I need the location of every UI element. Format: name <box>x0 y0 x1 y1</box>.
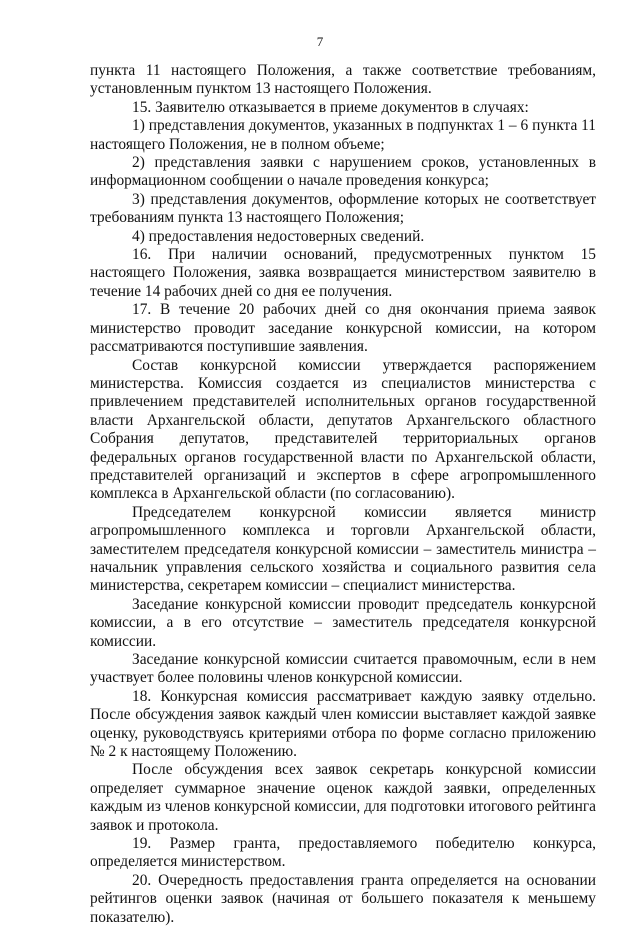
paragraph-subitem-1: 1) представления документов, указанных в подпунктах 1 – 6 пункта 11 настоящего Положения, не в полном объеме; <box>90 117 596 153</box>
paragraph-item-17: 17. В течение 20 рабочих дней со дня окончания приема заявок министерство проводит заседание конкурсной комиссии, на котором рассматриваются поступившие заявления. <box>90 301 596 356</box>
paragraph-item-18: 18. Конкурсная комиссия рассматривает каждую заявку отдельно. После обсуждения заявок каждый член комиссии выставляет каждой заявке оценку, руководствуясь критериями отбора по форме согласно приложению № 2 к настоящему Положению. <box>90 687 596 761</box>
paragraph-item-19: 19. Размер гранта, предоставляемого победителю конкурса, определяется министерством. <box>90 835 596 871</box>
paragraph-subitem-3: 3) представления документов, оформление которых не соответствует требованиям пункта 13 настоящего Положения; <box>90 190 596 227</box>
paragraph-item-20: 20. Очередность предоставления гранта определяется на основании рейтингов оценки заявок (начиная от большего показателя к меньшему показателю). <box>90 871 596 926</box>
paragraph-rating: После обсуждения всех заявок секретарь конкурсной комиссии определяет суммарное значение оценок каждой заявки, определенных каждым из членов конкурсной комиссии, для подготовки итогового рейтинга заявок и протокола. <box>90 761 596 834</box>
paragraph-commission-chair: Председателем конкурсной комиссии является министр агропромышленного комплекса и торговли Архангельской области, заместителем председателя конкурсной комиссии – заместитель министра – начальник управления сельского хозяйства и социального развития села министерства, секретарем комиссии – специалист министерства. <box>90 503 596 595</box>
document-body <box>90 62 596 927</box>
paragraph-subitem-2: 2) представления заявки с нарушением сроков, установленных в информационном сообщении о начале проведения конкурса; <box>90 154 596 190</box>
page-number: 7 <box>316 34 324 49</box>
paragraph-continuation: пункта 11 настоящего Положения, а также соответствие требованиям, установленным пунктом 13 настоящего Положения. <box>90 62 596 98</box>
paragraph-meeting-chair: Заседание конкурсной комиссии проводит председатель конкурсной комиссии, а в его отсутствие – заместитель председателя конкурсной комиссии. <box>90 595 596 650</box>
paragraph-commission-composition: Состав конкурсной комиссии утверждается распоряжением министерства. Комиссия создается из специалистов министерства с привлечением представителей исполнительных органов государственной власти Архангельской области, депутатов Архангельского областного Собрания депутатов, представителей территориальных органов федеральных органов государственной власти по Архангельской области, представителей организаций и экспертов в сфере агропромышленного комплекса в Архангельской области (по согласованию). <box>90 356 596 503</box>
paragraph-item-16: 16. При наличии оснований, предусмотренных пунктом 15 настоящего Положения, заявка возвращается министерством заявителю в течение 14 рабочих дней со дня ее получения. <box>90 246 596 300</box>
paragraph-subitem-4: 4) предоставления недостоверных сведений. <box>132 227 425 245</box>
paragraph-item-15: 15. Заявителю отказывается в приеме документов в случаях: <box>132 98 529 116</box>
paragraph-quorum: Заседание конкурсной комиссии считается правомочным, если в нем участвует более половины членов конкурсной комиссии. <box>90 651 596 687</box>
